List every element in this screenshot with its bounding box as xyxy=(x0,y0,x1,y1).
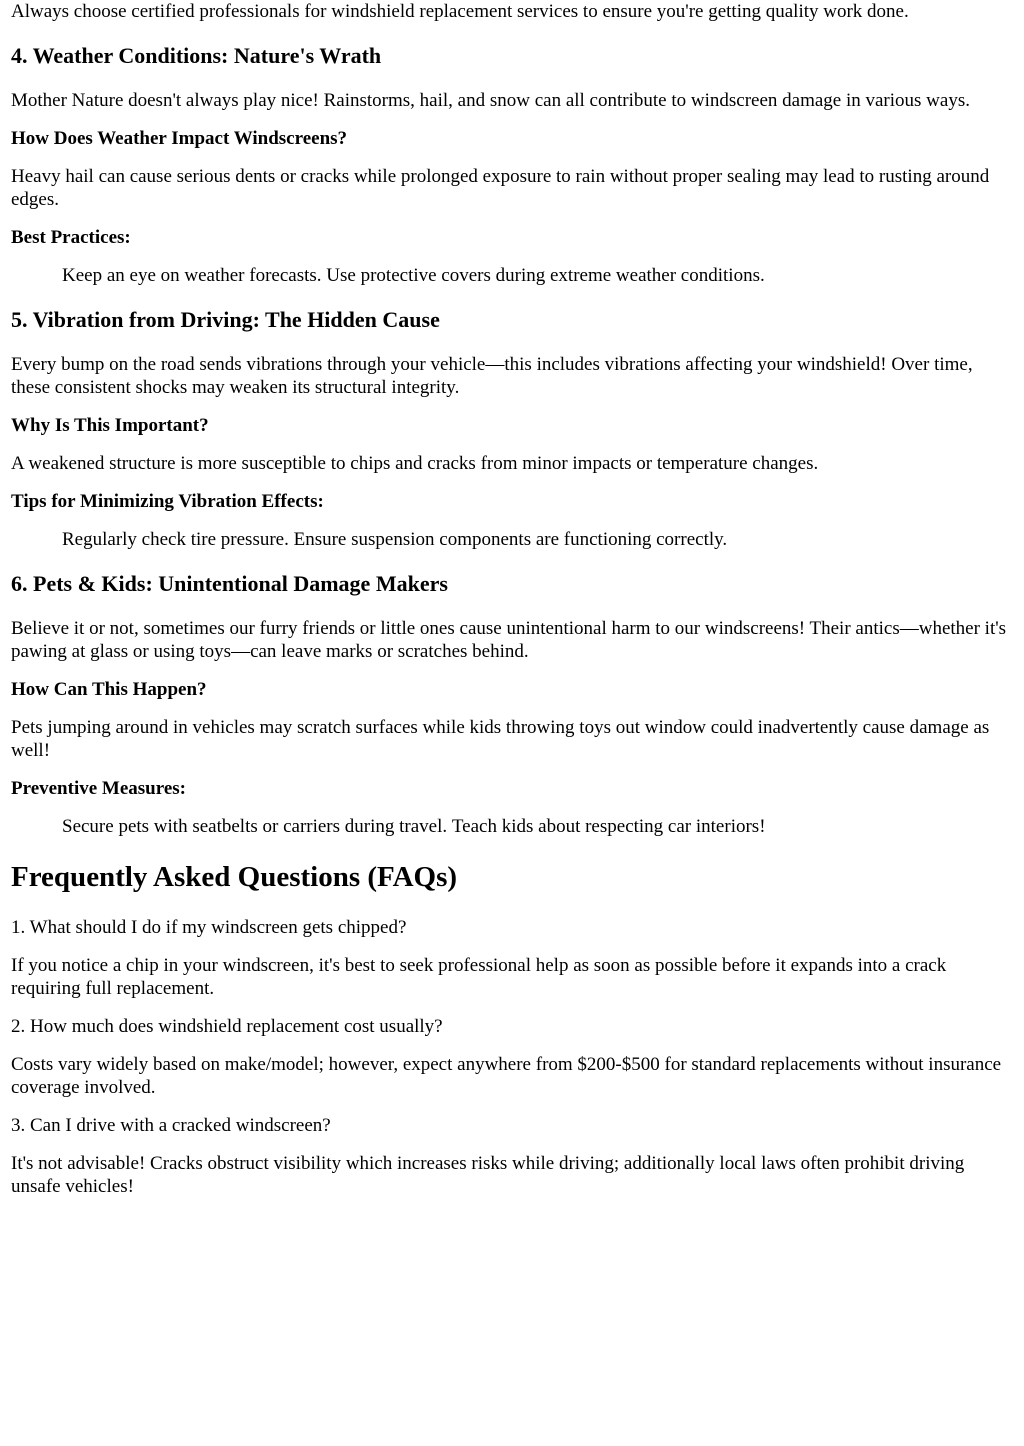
section-paragraph: Believe it or not, sometimes our furry friends or little ones cause unintentional harm to our windscreens! Their antics—whether it's pawing at glass or using toys—can leave marks or scratches behind. xyxy=(11,618,1007,662)
faq-answer: Costs vary widely based on make/model; however, expect anywhere from $200-$500 for standard replacements without insurance coverage involved. xyxy=(11,1054,1002,1098)
tips-list xyxy=(11,264,1013,287)
subsection-heading: Preventive Measures: xyxy=(11,778,186,799)
tip-item: Secure pets with seatbelts or carriers during travel. xyxy=(62,816,448,837)
faq-heading: Frequently Asked Questions (FAQs) xyxy=(11,861,458,893)
tips-list xyxy=(11,528,1013,551)
faq-question: 1. What should I do if my windscreen gets chipped? xyxy=(11,917,407,938)
section-paragraph: Mother Nature doesn't always play nice! Rainstorms, hail, and snow can all contribute to windscreen damage in various ways. xyxy=(11,90,970,111)
tip-item: Ensure suspension components are functioning correctly. xyxy=(293,529,728,550)
section-heading-pets-kids: 6. Pets & Kids: Unintentional Damage Makers xyxy=(11,571,448,596)
faq-question: 2. How much does windshield replacement cost usually? xyxy=(11,1016,443,1037)
subsection-heading: Tips for Minimizing Vibration Effects: xyxy=(11,491,324,512)
faq-answer: It's not advisable! Cracks obstruct visibility which increases risks while driving; additionally local laws often prohibit driving unsafe vehicles! xyxy=(11,1153,965,1197)
tip-item: Regularly check tire pressure. xyxy=(62,529,289,550)
tip-item: Use protective covers during extreme weather conditions. xyxy=(326,265,765,286)
section-heading-weather: 4. Weather Conditions: Nature's Wrath xyxy=(11,43,382,68)
section-heading-vibration: 5. Vibration from Driving: The Hidden Cause xyxy=(11,307,440,332)
section-paragraph: Heavy hail can cause serious dents or cracks while prolonged exposure to rain without proper sealing may lead to rusting around edges. xyxy=(11,166,990,210)
faq-answer: If you notice a chip in your windscreen, it's best to seek professional help as soon as possible before it expands into a crack requiring full replacement. xyxy=(11,955,947,999)
tips-list xyxy=(11,815,1013,838)
subsection-heading: Best Practices: xyxy=(11,227,131,248)
subsection-heading: How Can This Happen? xyxy=(11,679,207,700)
subsection-heading: How Does Weather Impact Windscreens? xyxy=(11,128,348,149)
section-paragraph: A weakened structure is more susceptible to chips and cracks from minor impacts or temperature changes. xyxy=(11,453,819,474)
intro-paragraph: Always choose certified professionals for windshield replacement services to ensure you're getting quality work done. xyxy=(11,1,909,22)
section-paragraph: Pets jumping around in vehicles may scratch surfaces while kids throwing toys out window could inadvertently cause damage as well! xyxy=(11,717,990,761)
tip-item: Keep an eye on weather forecasts. xyxy=(62,265,322,286)
faq-question: 3. Can I drive with a cracked windscreen? xyxy=(11,1115,331,1136)
tip-item: Teach kids about respecting car interiors! xyxy=(451,816,766,837)
section-paragraph: Every bump on the road sends vibrations through your vehicle—this includes vibrations affecting your windshield! Over time, these consistent shocks may weaken its structural integrity. xyxy=(11,354,973,398)
subsection-heading: Why Is This Important? xyxy=(11,415,209,436)
